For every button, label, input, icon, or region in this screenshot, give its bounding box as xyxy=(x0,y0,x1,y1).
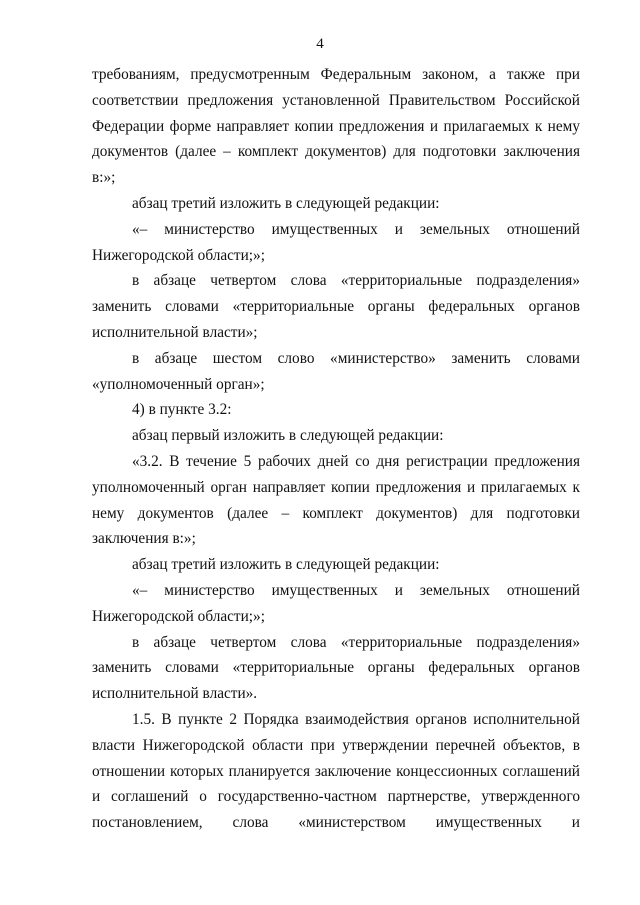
paragraph-abzac-perviy: абзац первый изложить в следующей редакции: xyxy=(132,427,444,445)
document-body xyxy=(92,62,580,836)
paragraph-1-5: 1.5. В пункте 2 Порядка взаимодействия органов исполнительной власти Нижегородской области при утверждении перечней объектов, в отношении которых планируется заключение концессионных соглашений и соглашений о государственно-частном партнерстве, утвержденного постановлением, слова «министерством имущественных и xyxy=(92,710,580,832)
paragraph-punkt-3-2: 4) в пункте 3.2: xyxy=(132,401,232,419)
paragraph-abzac-tretiy-1: абзац третий изложить в следующей редакции: xyxy=(132,194,440,212)
paragraph-continuation: требованиям, предусмотренным Федеральным законом, а также при соответствии предложения установленной Правительством Российской Федерации форме направляет копии предложения и прилагаемых к нему документов (далее – комплект документов) для подготовки заключения в:»; xyxy=(92,66,580,187)
paragraph-abzac-chetvertiy-2: в абзаце четвертом слова «территориальные подразделения» заменить словами «территориальные органы федеральных органов исполнительной власти». xyxy=(92,633,580,703)
paragraph-ministerstvo-1: «– министерство имущественных и земельных отношений Нижегородской области;»; xyxy=(92,220,580,264)
paragraph-3-2-text: «3.2. В течение 5 рабочих дней со дня регистрации предложения уполномоченный орган направляет копии предложения и прилагаемых к нему документов (далее – комплект документов) для подготовки заключения в:»; xyxy=(92,452,580,548)
paragraph-abzac-shestoy: в абзаце шестом слово «министерство» заменить словами «уполномоченный орган»; xyxy=(92,349,580,393)
paragraph-abzac-chetvertiy-1: в абзаце четвертом слова «территориальные подразделения» заменить словами «территориальные органы федеральных органов исполнительной власти»; xyxy=(92,272,580,341)
paragraph-abzac-tretiy-2: абзац третий изложить в следующей редакции: xyxy=(132,556,440,574)
paragraph-ministerstvo-2: «– министерство имущественных и земельных отношений Нижегородской области;»; xyxy=(92,581,580,625)
page-number: 4 xyxy=(316,36,324,52)
